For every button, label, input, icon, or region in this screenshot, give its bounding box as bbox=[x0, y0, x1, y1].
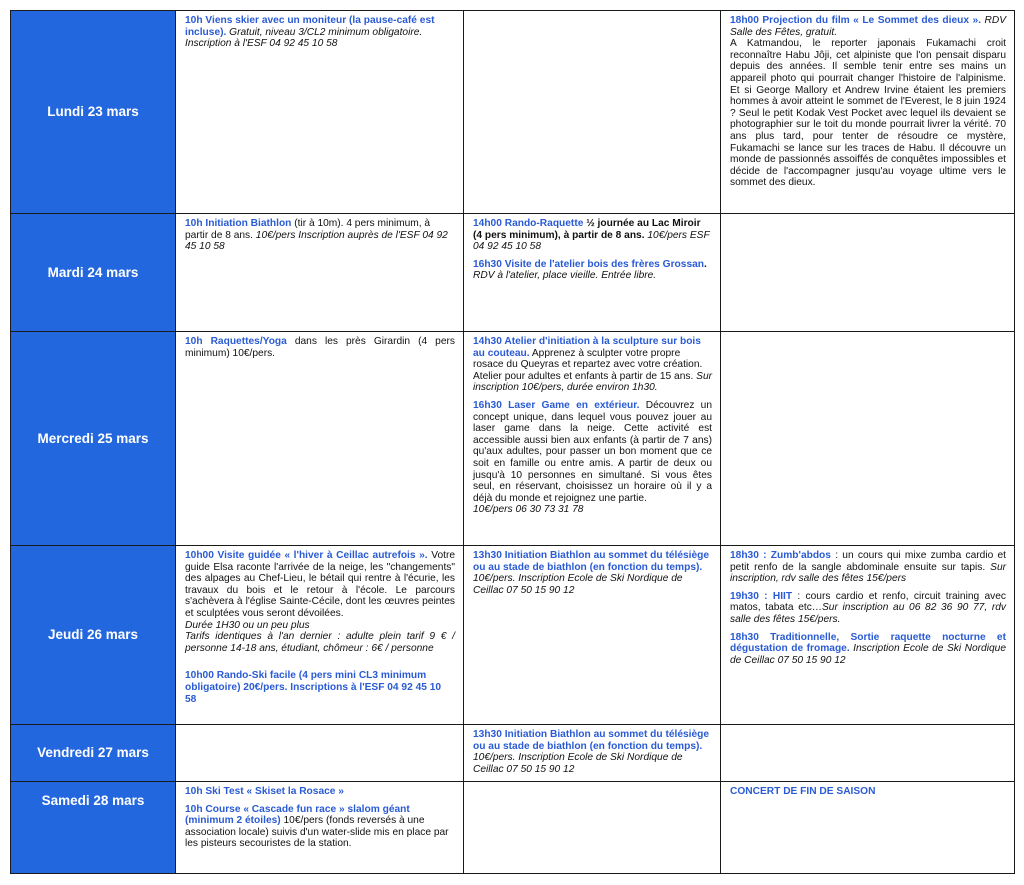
event-signup: Inscription à l'ESF 04 92 45 10 58 bbox=[185, 38, 338, 50]
event-zumbabdos bbox=[730, 550, 1006, 585]
event-cell-empty bbox=[464, 11, 721, 214]
event-cell-empty bbox=[721, 332, 1015, 546]
event-signup: 10€/pers ESF 04 92 45 10 58 bbox=[473, 229, 710, 253]
event-cell bbox=[176, 546, 464, 725]
event-title: 16h30 Visite de l'atelier bois des frères Grossan bbox=[473, 258, 704, 270]
event-signup: Sur inscription 10€/pers, durée environ 1h30. bbox=[473, 370, 712, 394]
event-details: RDV à l'atelier, place vieille. Entrée libre. bbox=[473, 270, 657, 282]
event-cell bbox=[176, 782, 464, 874]
event-title: 10h Raquettes/Yoga bbox=[185, 336, 287, 347]
event-ski-moniteur bbox=[185, 15, 455, 50]
event-signup: Sur inscription, rdv salle des fêtes 15€/pers bbox=[730, 561, 1006, 585]
event-title: 10h Viens skier avec un moniteur (la pause-café est incluse). bbox=[185, 15, 435, 38]
event-initiation-biathlon bbox=[473, 729, 712, 775]
event-cell bbox=[176, 332, 464, 546]
event-visite-guidee bbox=[185, 550, 455, 654]
event-title: 19h30 : HIIT bbox=[730, 590, 793, 602]
event-title: 14h00 Rando-Raquette bbox=[473, 218, 584, 229]
event-initiation-biathlon bbox=[473, 550, 712, 596]
event-details: ½ journée au Lac Miroir (4 pers minimum), à partir de 8 ans. bbox=[473, 218, 701, 241]
event-laser-game bbox=[473, 400, 712, 516]
event-cascade-fun-race bbox=[185, 804, 455, 850]
event-signup: Sur inscription au 06 82 36 90 77, rdv salle des fêtes 15€/pers. bbox=[730, 602, 1006, 625]
event-rando-ski bbox=[185, 670, 455, 705]
event-description: A Katmandou, le reporter japonais Fukamachi croit reconnaître Habu Jôji, cet alpiniste que l'on pensait disparu depuis des années. Il semble tenir entre ses mains un appareil photo qui pourrait changer l'histoire de l'alpinisme. Et si George Mallory et Andrew Irvine étaient les premiers hommes à avoir atteint le sommet de l'Everest, le 8 juin 1924 ? Seul le petit Kodak Vest Pocket avec lequel ils devaient se photographier sur le toit du monde pourrait livrer la vérité. 70 ans plus tard, pour tenter de résoudre ce mystère, Fukamachi se lance sur les traces de Habu. Il découvre un monde de passionnés assoiffés de conquêtes impossibles et décide de l'accompagner jusqu'au voyage ultime vers le sommet des dieux. bbox=[730, 38, 1006, 189]
event-initiation-biathlon bbox=[185, 218, 455, 253]
event-cell bbox=[721, 546, 1015, 725]
event-signup: 10€/pers 06 30 73 31 78 bbox=[473, 504, 584, 516]
day-label: Jeudi 26 mars bbox=[11, 546, 176, 725]
event-hiit bbox=[730, 591, 1006, 626]
event-cell bbox=[721, 782, 1015, 874]
event-duration: Durée 1H30 ou un peu plus bbox=[185, 619, 310, 631]
event-cell bbox=[721, 11, 1015, 214]
event-title: 10h00 Rando-Ski facile (4 pers mini CL3 minimum obligatoire) 20€/pers. Inscriptions à l'ESF 04 92 45 10 58 bbox=[185, 670, 442, 705]
event-signup: 10€/pers Inscription auprès de l'ESF 04 92 45 10 58 bbox=[185, 229, 448, 253]
event-details: Votre guide Elsa raconte l'arrivée de la neige, les "changements" des alpages au Chef-Lieu, le bétail qui rentre à l'écurie, les travaux du bois et le retour à l'école. Le parcours s'achèvera à l'église Sainte-Cécile, dont les œuvres peintes et sculptées vous seront dévoilées. bbox=[185, 550, 456, 619]
event-title: 14h30 Atelier d'initiation à la sculpture sur bois au couteau. bbox=[473, 336, 701, 359]
row-samedi bbox=[11, 782, 1015, 874]
event-prices: Tarifs identiques à l'an dernier : adulte plein tarif 9 € / personne 14-18 ans, étudiant, chômeur : 6€ / personne bbox=[185, 631, 455, 654]
event-cell bbox=[464, 214, 721, 332]
event-cell bbox=[464, 546, 721, 725]
event-ski-test bbox=[185, 786, 455, 798]
event-title: 10h00 Visite guidée « l'hiver à Ceillac autrefois ». bbox=[185, 550, 428, 561]
event-details: : un cours qui mixe zumba cardio et petit renfo de la sangle abdominale ensuite sur tapis. bbox=[730, 550, 1006, 573]
event-cell bbox=[464, 332, 721, 546]
event-signup: 10€/pers. Inscription Ecole de Ski Nordique de Ceillac 07 50 15 90 12 bbox=[473, 573, 683, 596]
event-punct: . bbox=[704, 258, 707, 270]
event-cell bbox=[176, 214, 464, 332]
event-title: 18h30 : Zumb'abdos bbox=[730, 550, 831, 561]
event-details: Découvrez un concept unique, dans lequel vous pouvez jouer au laser game dans la neige. Cette activité est accessible aussi bien aux enfants (à partir de 7 ans) qu'aux adultes, pour passer un bon moment que ce soit en famille ou entre amis. A partir de deux ou jusqu'à 10 personnes en simultané. Si vous êtes seul, en réservant, choisissez un horaire où il y a déjà du monde et rejoignez une partie. bbox=[473, 399, 713, 504]
row-lundi bbox=[11, 11, 1015, 214]
event-title: CONCERT DE FIN DE SAISON bbox=[730, 786, 876, 797]
event-title: 10h Course « Cascade fun race » slalom géant (minimum 2 étoiles) bbox=[185, 803, 410, 827]
event-title: 10h Ski Test « Skiset la Rosace » bbox=[185, 786, 344, 797]
event-cell-empty bbox=[721, 725, 1015, 782]
day-label: Vendredi 27 mars bbox=[11, 725, 176, 782]
event-signup: 10€/pers. Inscription Ecole de Ski Nordique de Ceillac 07 50 15 90 12 bbox=[473, 752, 683, 775]
event-sculpture-bois bbox=[473, 336, 712, 394]
event-cell-empty bbox=[721, 214, 1015, 332]
schedule-table bbox=[10, 10, 1015, 874]
event-cell-empty bbox=[176, 725, 464, 782]
row-mardi bbox=[11, 214, 1015, 332]
event-atelier-bois bbox=[473, 259, 712, 282]
event-cell bbox=[176, 11, 464, 214]
day-label: Mercredi 25 mars bbox=[11, 332, 176, 546]
row-vendredi bbox=[11, 725, 1015, 782]
event-details: 10€/pers (fonds reversés à une association locale) suivis d'un water-slide mis en place par les pisteurs secouristes de la station. bbox=[185, 815, 449, 850]
event-title: 10h Initiation Biathlon bbox=[185, 218, 292, 229]
event-projection-film bbox=[730, 15, 1006, 189]
event-sortie-raquette-nocturne bbox=[730, 632, 1006, 667]
row-jeudi bbox=[11, 546, 1015, 725]
event-title: 13h30 Initiation Biathlon au sommet du télésiège ou au stade de biathlon (en fonction du temps). bbox=[473, 729, 710, 752]
event-details: : cours cardio et renfo, circuit training avec matos, tabata etc… bbox=[730, 590, 1006, 614]
event-cell-empty bbox=[464, 782, 721, 874]
day-label: Samedi 28 mars bbox=[11, 782, 176, 874]
event-rando-raquette bbox=[473, 218, 712, 253]
event-cell bbox=[464, 725, 721, 782]
event-details: RDV Salle des Fêtes, gratuit. bbox=[730, 15, 1007, 38]
event-title: 16h30 Laser Game en extérieur. bbox=[473, 399, 640, 411]
event-signup: Inscription Ecole de Ski Nordique de Ceillac 07 50 15 90 12 bbox=[730, 643, 1006, 666]
event-title: 13h30 Initiation Biathlon au sommet du télésiège ou au stade de biathlon (en fonction du temps). bbox=[473, 550, 710, 573]
event-concert bbox=[730, 786, 1006, 798]
day-label: Mardi 24 mars bbox=[11, 214, 176, 332]
event-details: Gratuit, niveau 3/CL2 minimum obligatoire. bbox=[226, 26, 423, 38]
event-title: 18h30 Traditionnelle, Sortie raquette nocturne et dégustation de fromage. bbox=[730, 631, 1006, 655]
event-title: 18h00 Projection du film « Le Sommet des dieux ». bbox=[730, 15, 982, 26]
event-raquettes-yoga bbox=[185, 336, 455, 359]
row-mercredi bbox=[11, 332, 1015, 546]
event-details: Apprenez à sculpter votre propre rosace du Queyras et repartez avec votre création. Atelier pour adultes et enfants à partir de 15 ans. bbox=[473, 347, 703, 382]
day-label: Lundi 23 mars bbox=[11, 11, 176, 214]
event-details: (tir à 10m). 4 pers minimum, à partir de 8 ans. bbox=[185, 218, 431, 241]
event-details: dans les près Girardin (4 pers minimum) 10€/pers. bbox=[185, 336, 455, 359]
